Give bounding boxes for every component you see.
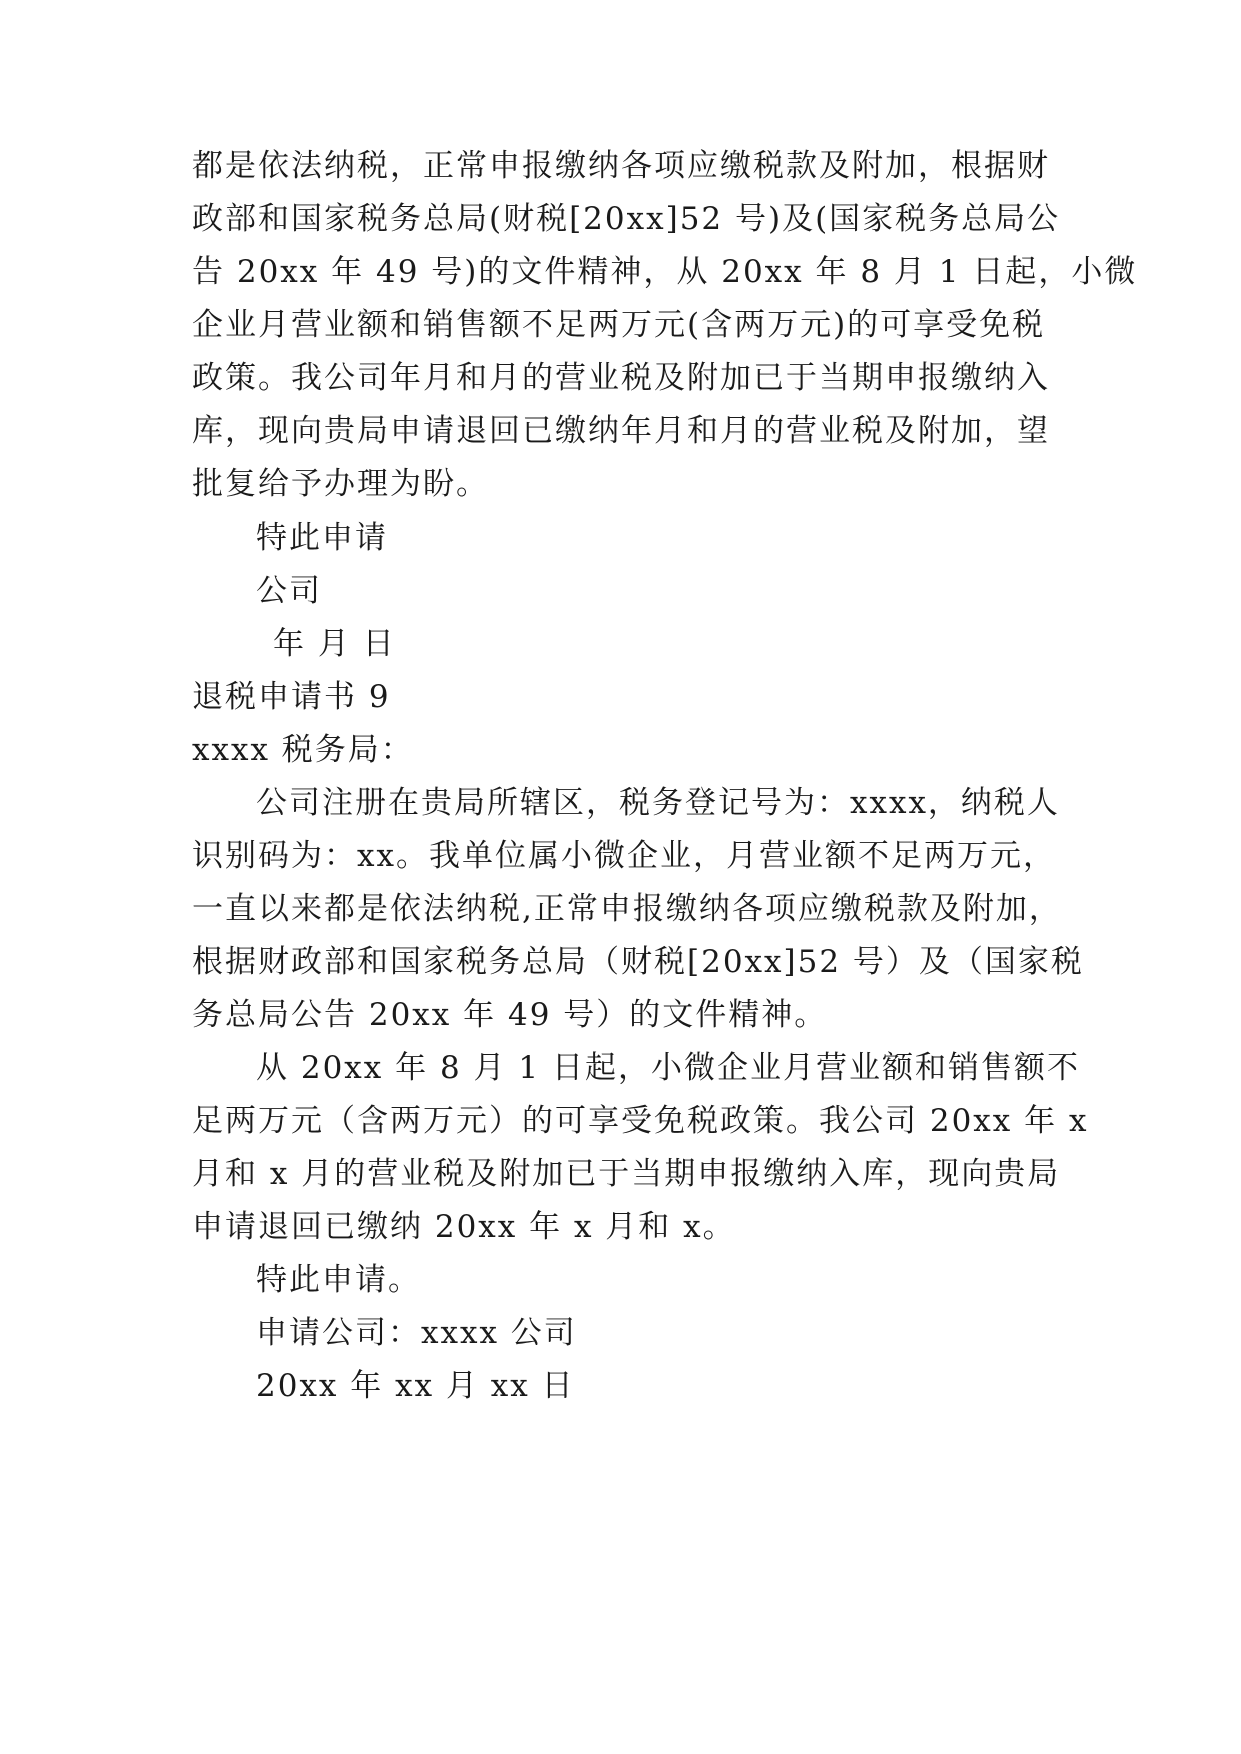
body-line: 务总局公告 20xx 年 49 号）的文件精神。 (192, 997, 828, 1033)
closing-phrase: 特此申请 (256, 520, 388, 556)
body-line: 从 20xx 年 8 月 1 日起，小微企业月营业额和销售额不 (256, 1050, 1080, 1086)
signature-company: 公司 (256, 573, 322, 609)
body-line: 申请退回已缴纳 20xx 年 x 月和 x。 (192, 1209, 736, 1245)
section-title: 退税申请书 9 (192, 679, 391, 715)
closing-phrase: 特此申请。 (256, 1262, 421, 1298)
body-line: 月和 x 月的营业税及附加已于当期申报缴纳入库，现向贵局 (192, 1156, 1061, 1192)
body-line: 识别码为：xx。我单位属小微企业，月营业额不足两万元， (192, 838, 1056, 874)
signature-date: 20xx 年 xx 月 xx 日 (256, 1368, 575, 1404)
body-line: 政策。我公司年月和月的营业税及附加已于当期申报缴纳入 (192, 360, 1050, 396)
body-line: 公司注册在贵局所辖区，税务登记号为：xxxx，纳税人 (256, 785, 1060, 821)
body-line: 都是依法纳税，正常申报缴纳各项应缴税款及附加，根据财 (192, 148, 1050, 184)
body-line: 政部和国家税务总局(财税[20xx]52 号)及(国家税务总局公 (192, 201, 1061, 237)
body-line: 足两万元（含两万元）的可享受免税政策。我公司 20xx 年 x (192, 1103, 1089, 1139)
body-line: 企业月营业额和销售额不足两万元(含两万元)的可享受免税 (192, 307, 1046, 343)
signature-company: 申请公司：xxxx 公司 (256, 1315, 577, 1351)
body-line: 库，现向贵局申请退回已缴纳年月和月的营业税及附加，望 (192, 413, 1050, 449)
body-line: 批复给予办理为盼。 (192, 466, 489, 502)
body-line: 根据财政部和国家税务总局（财税[20xx]52 号）及（国家税 (192, 944, 1084, 980)
body-line: 告 20xx 年 49 号)的文件精神，从 20xx 年 8 月 1 日起，小微 (192, 254, 1138, 290)
signature-date: 年 月 日 (273, 626, 396, 662)
addressee: xxxx 税务局： (192, 732, 414, 768)
body-line: 一直以来都是依法纳税,正常申报缴纳各项应缴税款及附加， (192, 891, 1062, 927)
